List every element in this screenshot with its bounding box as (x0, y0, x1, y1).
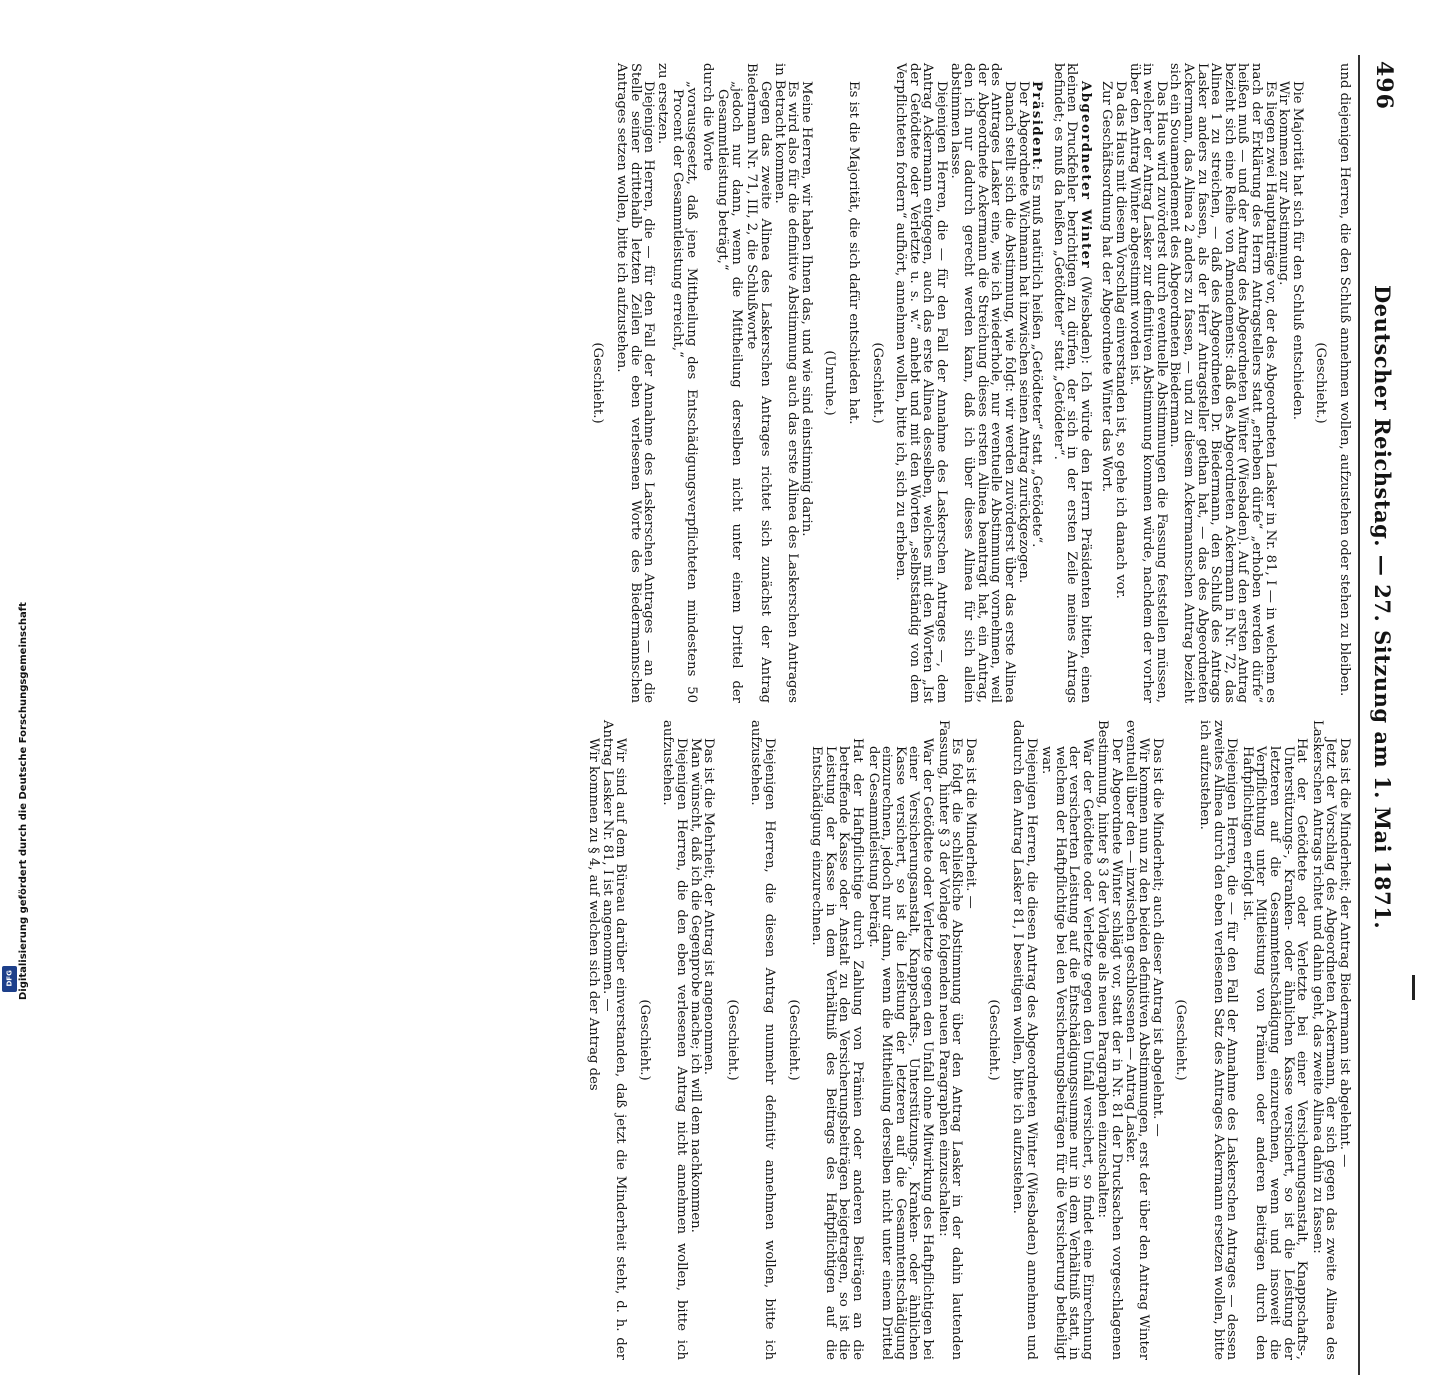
paragraph: Das ist die Minderheit; auch dieser Antrag ist abgelehnt. — (1149, 738, 1165, 1137)
scan-edge-mark (1412, 975, 1415, 1000)
page-header (1363, 55, 1403, 945)
paragraph: Abgeordneter Winter (Wiesbaden): Ich würde den Herrn Präsidenten bitten, einen kleinen Druckfehler berichtigen zu dürfen, der sich in der ersten Zeile meines Antrags befindet; es muß da heißen „Getödteter“ statt „Getödeter“. (1050, 63, 1093, 703)
paragraph: Wir kommen zur Abstimmung. (1276, 81, 1292, 286)
paragraph: Zur Geschäftsordnung hat der Abgeordnete Winter das Wort. (1099, 81, 1115, 493)
paragraph: War der Getödtete oder Verletzte gegen den Unfall versichert, so findet eine Einrechnung der versicherten Leistung auf die Entschädigungssumme nur in dem Verhältniß statt, in welchem der Haftpflichtige bei den Versicherungsbeiträgen für die Versicherung betheiligt war. (1039, 738, 1095, 1360)
dfg-logo-icon (2, 966, 17, 992)
paragraph: „vorausgesetzt, daß jene Mittheilung des Entschädigungsverpflichteten mindestens 50 Procent der Gesammtleistung erreicht,“ (670, 81, 700, 703)
paragraph: Der Abgeordnete Winter schlägt vor, statt der in Nr. 81 der Drucksachen vorgeschlagenen Bestimmung, hinter § 3 der Vorlage als neuen Paragraphen einzuschalten: (1095, 720, 1125, 1360)
paragraph: Diejenigen Herren, die — für den Fall der Annahme des Laskerschen Antrages — an die Stelle seiner drittehalb letzten Zeilen die eben verlesenen Worte des Biedermannschen Antrages setzen wollen, bitte ich aufzustehen. (614, 63, 657, 703)
paragraph: Wir kommen zu § 4, auf welchen sich der Antrag des (586, 738, 602, 1091)
paragraph: Wir sind auf dem Büreau darüber einverstanden, daß jetzt die Minderheit steht, d. h. der Antrag Lasker Nr. 81, I ist angenommen. — (599, 720, 629, 1360)
paragraph: Da das Haus mit diesem Vorschlag einverstanden ist, so gehe ich danach vor. (1113, 81, 1129, 599)
paragraph: Diejenigen Herren, die — für den Fall der Annahme des Laskerschen Antrages —, dem Antrag Ackermann entgegen, auch das erste Alinea desselben, welches mit den Worten „Ist der Getödtete oder Verletzte u. s. w.“ anhebt und mit den Worten „selbstständig von dem Verpflichteten fordern“ aufhört, annehmen wollen, bitte ich, sich zu erheben. (893, 63, 949, 703)
paragraph: Der Abgeordnete Wichmann hat inzwischen seinen Antrag zurückgezogen. (1015, 81, 1031, 584)
paragraph: Das ist die Minderheit; der Antrag Biedermann ist abgelehnt. — (1337, 738, 1352, 1168)
paragraph: Hat der Getödtete oder Verletzte bei einer Versicherungsanstalt, Knappschafts-, Unterstützungs-, Kranken- oder ähnlichen Kasse versichert, so ist die Leistung der letzteren auf die Gesammtentschädigung einzurechnen, wenn und insoweit die Verpflichtung unter Mitleistung von Prämien oder anderen Beiträgen durch den Haftpflichtigen erfolgt ist. (1239, 738, 1310, 1360)
paragraph: War der Getödtete oder Verletzte gegen den Unfall ohne Mitwirkung des Haftpflichtigen bei einer Versicherungsanstalt, Knappschafts-, Unterstützungs-, Kranken- oder ähnlichen Kasse versichert, so ist die Leistung der letzteren auf die Gesammtentschädigung einzurechnen, jedoch nur dann, wenn die Mittheilung derselben nicht unter einem Drittel der Gesammtleistung beträgt. (865, 738, 935, 1360)
paragraph: Diejenigen Herren, die diesen Antrag nunmehr definitiv annehmen wollen, bitte ich aufzustehen. (748, 720, 778, 1360)
paragraph: Es ist die Majorität, die sich dafür entschieden hat. (846, 81, 861, 425)
speaker-name: Abgeordneter Winter (1077, 81, 1093, 270)
page-number: 496 (1371, 61, 1397, 110)
paragraph: Jetzt der Vorschlag des Abgeordneten Ackermann, der sich gegen das zweite Alinea des Laskerschen Antrags richtet und dahin geht, das zweite Alinea dahin zu fassen: (1309, 720, 1339, 1360)
paragraph: Diejenigen Herren, die — für den Fall der Annahme des Laskerschen Antrages — dessen zweites Alinea durch den eben verlesenen Satz des Antrages Ackermann ersetzen wollen, bitte ich aufzustehen. (1197, 720, 1240, 1360)
paragraph: Gegen das zweite Alinea des Laskerschen Antrages richtet sich zunächst der Antrag Biedermann Nr. 71, III, 2, die Schlußworte (744, 63, 774, 703)
paragraph: Diejenigen Herren, die diesen Antrag des Abgeordneten Winter (Wiesbaden) annehmen und dadurch den Antrag Lasker 81, I beseitigen wollen, bitte ich aufzustehen. (1009, 720, 1039, 1360)
paragraph: (Geschieht.) (869, 342, 885, 424)
header-rule (1358, 55, 1360, 1375)
paragraph: zu ersetzen. (654, 63, 670, 145)
paragraph: (Geschieht.) (724, 999, 740, 1081)
paragraph: (Geschieht.) (636, 999, 652, 1081)
paragraph: Danach stellt sich die Abstimmung, wie folgt: wir werden zuvörderst über das erste Alinea des Antrages Lasker eine, wie ich wiederhole, nur eventuelle Abstimmung vornehmen, weil der Abgeordnete Ackermann die Streichung dieses ersten Alinea beantragt hat, ein Antrag, den ich nur dadurch gerecht werden kann, daß ich über dieses Alinea für sich allein abstimmen lasse. (947, 63, 1017, 703)
paragraph: (Geschieht.) (785, 999, 801, 1081)
dfg-logo-text: DFG (5, 970, 14, 987)
paragraph: (Geschieht.) (986, 999, 1002, 1081)
paragraph: „jedoch nur dann, wenn die Mittheilung derselben nicht unter einem Drittel der Gesammtleistung beträgt,“ (715, 81, 744, 703)
paragraph: Es folgt die schließliche Abstimmung über den Antrag Lasker in der dahin lautenden Fassung, hinter § 3 der Vorlage folgenden neuen Paragraphen einzuschalten: (935, 720, 965, 1360)
paragraph: Das ist die Mehrheit; der Antrag ist angenommen. (701, 738, 717, 1075)
paragraph: (Geschieht.) (1313, 342, 1329, 424)
paragraph: Diejenigen Herren, die den eben verlesenen Antrag nicht annehmen wollen, bitte ich aufzustehen. (660, 720, 690, 1360)
paragraph: Es liegen zwei Hauptanträge vor, der des Abgeordneten Lasker in Nr. 81, I — in welchem es nach der Erklärung des Herrn Antragstellers statt „erheben dürfe“ „erhoben werden dürfe“ heißen muß — und der Antrag des Abgeordneten Winter (Wiesbaden). Auf den ersten Antrag bezieht sich eine Reihe von Amendements: daß des Abgeordneten Ackermann in Nr. 72, das Alinea 1 zu streichen, — daß des Abgeordneten Dr. Biedermann, den Schluß des Antrags Lasker anders zu fassen, als der Herr Antragsteller gethan hat, — das des Abgeordneten Ackermann, das Alinea 2 anders zu fassen, — und zu diesem Ackermannschen Antrag bezieht sich ein Souamendement des Abgeordneten Biedermann. (1167, 63, 1278, 703)
digitization-credit-strip (4, 10, 29, 1000)
speaker-name: Präsident (1029, 81, 1045, 166)
paragraph: Hat der Haftpflichtige durch Zahlung von Prämien oder anderen Beiträgen an die betreffende Kasse oder Anstalt zu den Versicherungsbeiträgen beigetragen, so ist die Leistung der Kasse in dem Verhältniß des Beitrags des Haftpflichtigen auf die Entschädigung einzurechnen. (809, 738, 865, 1360)
paragraph: Es wird also für die definitive Abstimmung auch das erste Alinea des Laskerschen Antrages in Betracht kommen. (771, 63, 801, 703)
left-text-column (581, 63, 1351, 703)
paragraph: Das ist die Minderheit. — (962, 738, 978, 909)
paragraph: Meine Herren, wir haben Ihnen das, und wie sind einstimmig darin. (798, 81, 814, 537)
paragraph: (Geschieht.) (590, 342, 606, 424)
scanned-page (63, 55, 1403, 1360)
paragraph: Das Haus wird zuvörderst durch eventuelle Abstimmungen die Fassung feststellen müssen, in welcher der Antrag Lasker zur definitiven Abstimmung kommen würde, nachdem der vorher über den Antrag Winter abgestimmt worden ist. (1126, 63, 1169, 703)
paragraph: (Geschieht.) (1173, 999, 1189, 1081)
paragraph: Man wünscht, daß ich die Gegenprobe mache; ich will dem nachkommen. (687, 738, 703, 1233)
paragraph: Die Majorität hat sich für den Schluß entschieden. (1289, 81, 1305, 420)
paragraph: (Unruhe.) (822, 350, 838, 416)
paragraph: und diejenigen Herren, die den Schluß annehmen wollen, aufzustehen oder stehen zu bleiben. (1337, 63, 1352, 697)
running-title: Deutscher Reichstag. — 27. Sitzung am 1. Mai 1871. (1370, 285, 1395, 930)
right-text-column (587, 720, 1352, 1360)
paragraph: Präsident: Es muß natürlich heißen „Getödteter“ statt „Getödete“. (1029, 81, 1045, 548)
digitization-credit-text: Digitalisierung gefördert durch die Deutsche Forschungsgemeinschaft (18, 602, 29, 1000)
paragraph: durch die Worte (699, 63, 715, 171)
paragraph: Wir kommen nun zu den beiden definitiven Abstimmungen, erst der über den Antrag Winter eventuell über den — inzwischen geschlossenen — Antrag Lasker. (1122, 720, 1152, 1360)
